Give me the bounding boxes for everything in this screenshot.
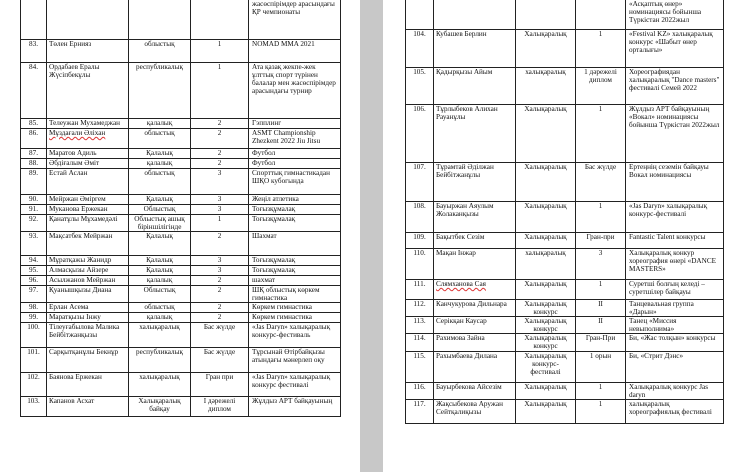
row-number: 102. (21, 373, 47, 397)
event-name: Танцевальная группа «Дарын» (626, 300, 724, 317)
table-row (21, 63, 341, 119)
award-place: Гран-при (576, 233, 626, 249)
competition-level: Қалалық (129, 149, 191, 159)
participant-name: Рахымбаева Дилана (434, 351, 516, 382)
competition-level: облыстық (129, 169, 191, 195)
table-row (406, 334, 724, 351)
competition-level: Облыстық (129, 286, 191, 303)
award-place: 1 (576, 202, 626, 233)
event-name: Футбол (249, 159, 341, 169)
competition-level: халықаралық (516, 68, 576, 105)
competition-level: қалалық (129, 119, 191, 129)
event-name: Ата қазақ жекпе-жек ұлттық спорт түрінен балалар мен жасөспірімдер арасындағы турнир (249, 63, 341, 119)
row-number: 96. (21, 276, 47, 286)
competition-level: Халықаралық конкурс-фестивалі (516, 351, 576, 382)
row-number: 112. (406, 300, 434, 317)
event-name: Танец «Миссия невыполнима» (626, 317, 724, 334)
competition-level: қалалық (129, 276, 191, 286)
row-number: 114. (406, 334, 434, 351)
row-number: 87. (21, 149, 47, 159)
competition-level: Облыстық (129, 205, 191, 215)
page-gap (360, 0, 383, 472)
row-number: 95. (21, 266, 47, 276)
participant-name: Бақытбек Сезім (434, 233, 516, 249)
table-row (406, 351, 724, 382)
row-number: 116. (406, 382, 434, 399)
award-place: 2 (191, 129, 249, 149)
event-name: Тоғызқұмалақ (249, 266, 341, 276)
participant-name: Қуанышқызы Диана (47, 286, 129, 303)
participant-name: Маратқызы Інжу (47, 313, 129, 323)
event-name: Тоғызқұмалақ (249, 215, 341, 232)
table-row (21, 232, 341, 256)
table-row (21, 129, 341, 149)
participant-name: Серікқан Каусар (434, 317, 516, 334)
row-number: 94. (21, 256, 47, 266)
event-name: «Festival KZ» халықаралық конкурс «Шабыт өнер орталығы» (626, 30, 724, 68)
award-place: 1 (576, 399, 626, 423)
row-number: 86. (21, 129, 47, 149)
table-row (406, 30, 724, 68)
event-name: Көркем гимнастика (249, 303, 341, 313)
event-name: Хореографиядан халықаралық "Dance masters" фестивалі Семей 2022 (626, 68, 724, 105)
event-name: «Jas Daryn» халықаралық конкурс фестивалі (249, 373, 341, 397)
competition-level: қалалық (129, 159, 191, 169)
award-place: 3 (191, 266, 249, 276)
participant-name: Жақсыбекова Аружан Сейтқалиқызы (434, 399, 516, 423)
competition-level: Қалалық (129, 232, 191, 256)
table-row (21, 397, 341, 417)
event-name: Жұлдыз АРТ байқауының (249, 397, 341, 417)
event-name: Би, «Стрит Дэнс» (626, 351, 724, 382)
participant-name: Тілеуғабылова Малика Бейбітжанқызы (47, 323, 129, 348)
row-number: 105. (406, 68, 434, 105)
awards-table-left (20, 0, 341, 417)
event-name: Гэпплинг (249, 119, 341, 129)
event-name: Тоғызқұмалақ (249, 205, 341, 215)
event-name: халықаралық хореографиялық фестивалі (626, 399, 724, 423)
award-place: 3 (191, 169, 249, 195)
participant-name: Ерлан Асема (47, 303, 129, 313)
row-number: 104. (406, 30, 434, 68)
award-place: II (576, 317, 626, 334)
event-name: Футбол (249, 149, 341, 159)
table-row (406, 68, 724, 105)
participant-name: Канчукурова Дильнара (434, 300, 516, 317)
award-place: 1 (576, 280, 626, 300)
table-row (21, 0, 341, 40)
award-place: 2 (191, 276, 249, 286)
event-name: Жұлдыз АРТ байқауының «Вокал» номинациясы бойынша Түркістан 2022жыл (626, 105, 724, 163)
competition-level: халықаралық (516, 249, 576, 280)
award-place: 1 (576, 382, 626, 399)
participant-name: Қадырқызы Айым (434, 68, 516, 105)
table-row (21, 205, 341, 215)
row-number (21, 0, 47, 40)
award-place: Бас жүлде (191, 323, 249, 348)
table-row (21, 159, 341, 169)
competition-level (516, 0, 576, 30)
row-number: 115. (406, 351, 434, 382)
competition-level: Қалалық (129, 195, 191, 205)
participant-name: Мейржан Әміргем (47, 195, 129, 205)
row-number (406, 0, 434, 30)
row-number: 97. (21, 286, 47, 303)
row-number: 90. (21, 195, 47, 205)
table-row (21, 195, 341, 205)
table-row (21, 313, 341, 323)
event-name: «Jas Daryn» халықаралық конкурс-фестивалі (626, 202, 724, 233)
event-name: Шахмат (249, 232, 341, 256)
table-row (406, 163, 724, 202)
row-number: 85. (21, 119, 47, 129)
table-row (406, 300, 724, 317)
award-place: 1 (191, 40, 249, 63)
award-place: II (576, 300, 626, 317)
event-name: «Асқаптық өнер» номинациясы бойынша Түркістан 2022жыл (626, 0, 724, 30)
competition-level: облыстық (129, 129, 191, 149)
event-name: Тұрсынай Өтірбайқызы атындағы мәнерлеп оқу (249, 348, 341, 373)
award-place: 2 (191, 119, 249, 129)
competition-level: Халықаралық (516, 233, 576, 249)
award-place: 3 (576, 249, 626, 280)
table-row (406, 280, 724, 300)
event-name: Халықаралық конкур хореография өнері «DANCE MASTERS» (626, 249, 724, 280)
competition-level: облыстық (129, 40, 191, 63)
table-row (21, 373, 341, 397)
table-row (21, 256, 341, 266)
participant-name: Капанов Асхат (47, 397, 129, 417)
participant-name: Рахимова Зайна (434, 334, 516, 351)
table-row (406, 105, 724, 163)
row-number: 93. (21, 232, 47, 256)
participant-name (434, 0, 516, 30)
participant-name: Телеужан Мухамеджан (47, 119, 129, 129)
table-row (21, 266, 341, 276)
table-row (406, 202, 724, 233)
event-name: Жеңіл атлетика (249, 195, 341, 205)
award-place: 1 орын (576, 351, 626, 382)
competition-level: Облыстық ашық біріншілігінде (129, 215, 191, 232)
award-place: Бас жүлде (191, 348, 249, 373)
participant-name: Бауыржан Аяулым Жолаканқызы (434, 202, 516, 233)
event-name: Ертеңнің сеземін байқауы Вокал номинациясы (626, 163, 724, 202)
participant-name: Слямханова Сая (434, 280, 516, 300)
participant-name (47, 0, 129, 40)
row-number: 106. (406, 105, 434, 163)
event-name: Спорттық гимнастикадан ШҚО кубогында (249, 169, 341, 195)
table-row (21, 348, 341, 373)
event-name: «Jas Daryn» халықаралық конкурс-фестиваль (249, 323, 341, 348)
competition-level: Қалалық (129, 266, 191, 276)
document-page-right (383, 0, 750, 472)
table-row (406, 382, 724, 399)
award-place: 1 (576, 105, 626, 163)
competition-level: Халықаралық (516, 202, 576, 233)
participant-name: Бауырбекова Айсезім (434, 382, 516, 399)
competition-level (129, 0, 191, 40)
award-place: Бас жүлде (576, 163, 626, 202)
competition-level: Халықаралық конкурс (516, 334, 576, 351)
row-number: 108. (406, 202, 434, 233)
participant-name: Мұздағали Әліхан (47, 129, 129, 149)
award-place: 1 (191, 215, 249, 232)
participant-name: Тұрамтай Әділжан Бейбітжанұлы (434, 163, 516, 202)
event-name: Тоғызқұмалақ (249, 256, 341, 266)
participant-name: Ордабаев Ералы Жүсіпбекұлы (47, 63, 129, 119)
competition-level: Қалалық (129, 256, 191, 266)
event-name: жасөспірімдер арасындағы ҚР чемпионаты (249, 0, 341, 40)
participant-name: Баянова Ержекан (47, 373, 129, 397)
competition-level: Халықаралық (516, 105, 576, 163)
event-name: ASMT Championship Zhezkent 2022 Jiu Jitsu (249, 129, 341, 149)
participant-name: Асылжанов Мейржан (47, 276, 129, 286)
table-row (21, 215, 341, 232)
row-number: 98. (21, 303, 47, 313)
competition-level: Халықаралық (516, 163, 576, 202)
event-name: Fantastic Talent конкурсы (626, 233, 724, 249)
award-place: 2 (191, 149, 249, 159)
competition-level: Халықаралық (516, 382, 576, 399)
row-number: 107. (406, 163, 434, 202)
event-name: Би, «Жас толқын» конкурсы (626, 334, 724, 351)
competition-level: халықаралық (129, 323, 191, 348)
competition-level: облыстық (129, 303, 191, 313)
row-number: 117. (406, 399, 434, 423)
row-number: 84. (21, 63, 47, 119)
event-name: ШҚ облыстық көркем гимнастика (249, 286, 341, 303)
table-body-right (406, 0, 724, 423)
participant-name: Мақан Інжар (434, 249, 516, 280)
award-place: 2 (191, 232, 249, 256)
awards-table-right (405, 0, 724, 424)
award-place: Гран при (191, 373, 249, 397)
row-number: 89. (21, 169, 47, 195)
table-row (406, 399, 724, 423)
row-number: 111. (406, 280, 434, 300)
participant-name: Алмасқызы Айзере (47, 266, 129, 276)
award-place: 3 (191, 195, 249, 205)
participant-name: Кубашев Берлин (434, 30, 516, 68)
participant-name: Маратов Адиль (47, 149, 129, 159)
table-row (21, 169, 341, 195)
table-row (21, 40, 341, 63)
table-row (21, 149, 341, 159)
award-place: 1 дәрежелі диплом (576, 68, 626, 105)
table-row (406, 233, 724, 249)
award-place: 1 (576, 30, 626, 68)
competition-level: қалалық (129, 313, 191, 323)
table-row (406, 0, 724, 30)
row-number: 88. (21, 159, 47, 169)
table-row (21, 276, 341, 286)
competition-level: республикалық (129, 63, 191, 119)
event-name: Көркем гимнастика (249, 313, 341, 323)
award-place: Гран-При (576, 334, 626, 351)
row-number: 91. (21, 205, 47, 215)
row-number: 83. (21, 40, 47, 63)
competition-level: Халықаралық (516, 280, 576, 300)
participant-name: Естай Аслан (47, 169, 129, 195)
competition-level: Халықаралық (516, 30, 576, 68)
award-place: 2 (191, 303, 249, 313)
event-name: NOMAD MMA 2021 (249, 40, 341, 63)
row-number: 109. (406, 233, 434, 249)
competition-level: республикалық (129, 348, 191, 373)
award-place (576, 0, 626, 30)
row-number: 100. (21, 323, 47, 348)
row-number: 99. (21, 313, 47, 323)
participant-name: Төлен Ернияз (47, 40, 129, 63)
table-row (406, 249, 724, 280)
competition-level: халықаралық (129, 373, 191, 397)
award-place (191, 0, 249, 40)
award-place: I дәрежелі диплом (191, 397, 249, 417)
table-row (21, 119, 341, 129)
row-number: 92. (21, 215, 47, 232)
competition-level: Халықаралық конкурс (516, 317, 576, 334)
participant-name: Әбдіғалым Әміт (47, 159, 129, 169)
participant-name: Тұрлыбеков Алихан Рауанұлы (434, 105, 516, 163)
table-row (21, 323, 341, 348)
row-number: 103. (21, 397, 47, 417)
award-place: 1 (191, 63, 249, 119)
table-body-left (21, 0, 341, 417)
row-number: 113. (406, 317, 434, 334)
competition-level: Халықаралық конкурс (516, 300, 576, 317)
event-name: Халықаралық конкурс Jas daryn (626, 382, 724, 399)
award-place: 2 (191, 159, 249, 169)
award-place: 2 (191, 286, 249, 303)
competition-level: Халықаралық (516, 399, 576, 423)
table-row (21, 303, 341, 313)
participant-name: Муканова Ержекан (47, 205, 129, 215)
participant-name: Сарқытқанұлы Бекнұр (47, 348, 129, 373)
competition-level: Халықаралық байқау (129, 397, 191, 417)
participant-name: Мақсатбек Мейржан (47, 232, 129, 256)
row-number: 110. (406, 249, 434, 280)
row-number: 101. (21, 348, 47, 373)
event-name: шахмат (249, 276, 341, 286)
award-place: 2 (191, 313, 249, 323)
event-name: Суретші болғың келеді –суретшілер байқауы (626, 280, 724, 300)
document-page-left (0, 0, 360, 472)
award-place: 3 (191, 256, 249, 266)
award-place: 3 (191, 205, 249, 215)
participant-name: Қанатұлы Мұхамедәлі (47, 215, 129, 232)
participant-name: Мұратқажы Жанидр (47, 256, 129, 266)
table-row (21, 286, 341, 303)
table-row (406, 317, 724, 334)
